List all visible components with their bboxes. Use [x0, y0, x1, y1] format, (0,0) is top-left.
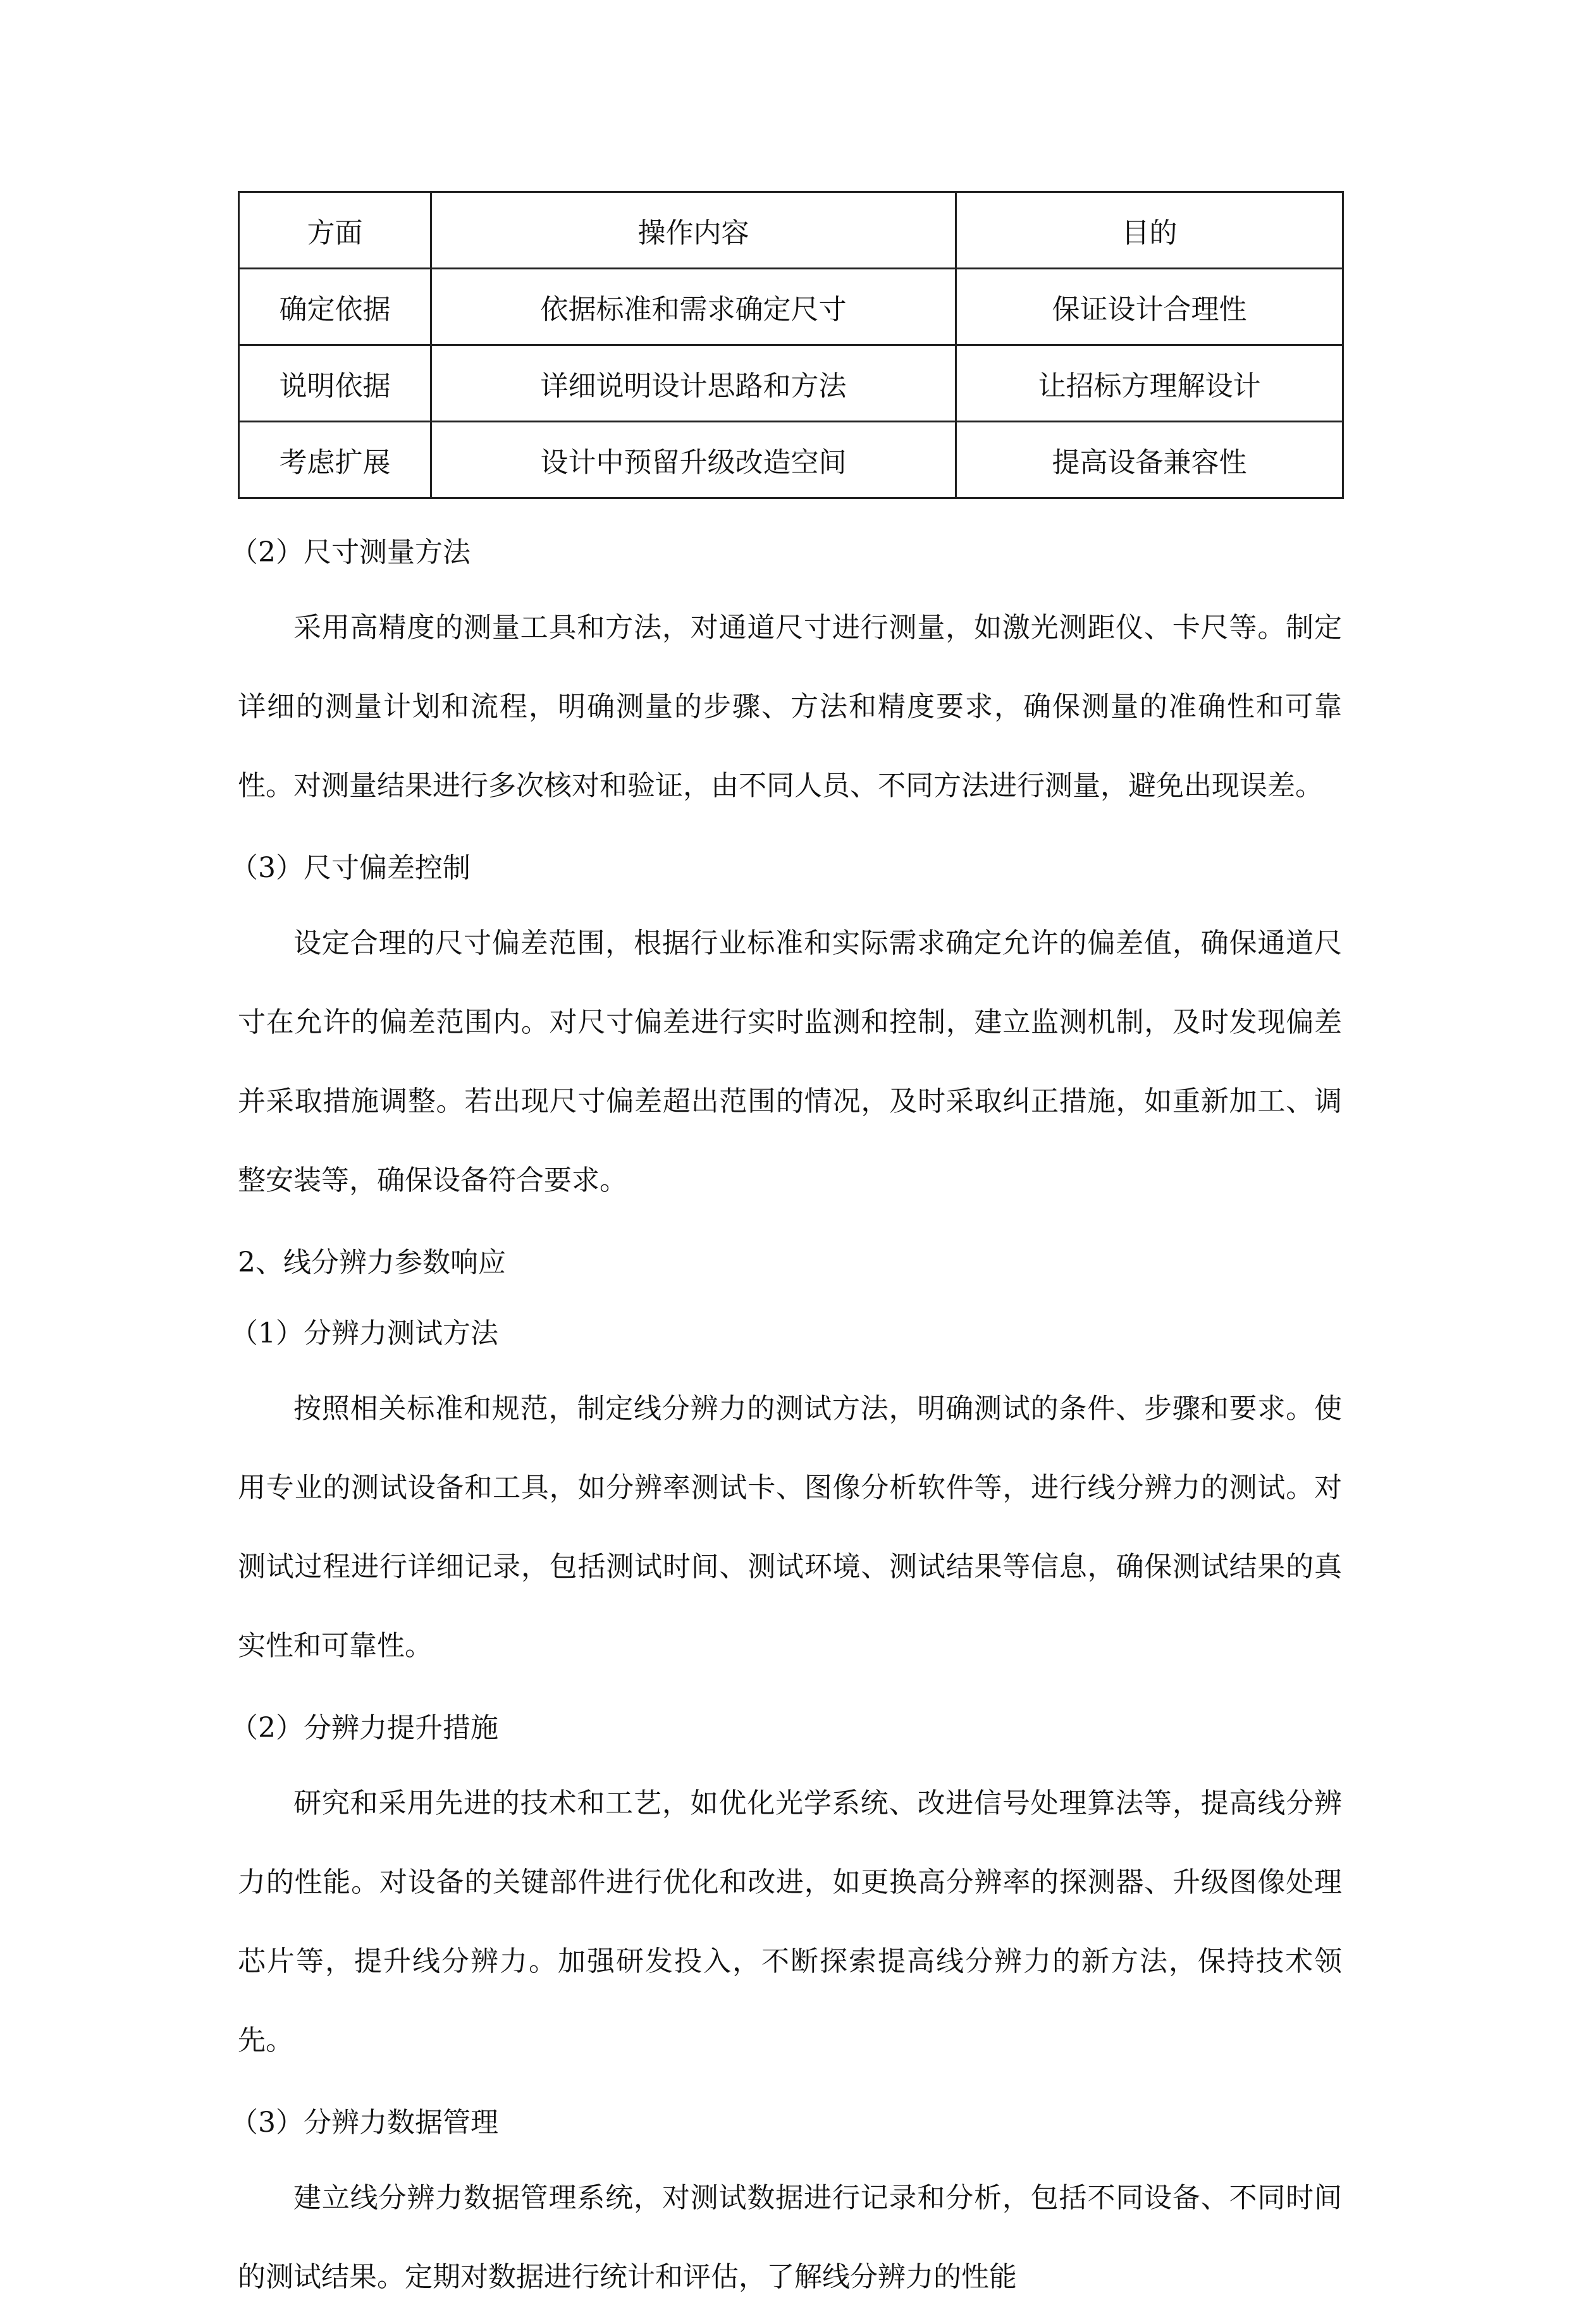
subheading-size-deviation: （3）尺寸偏差控制 — [230, 852, 471, 884]
table-cell: 让招标方理解设计 — [956, 345, 1343, 422]
table-cell: 提高设备兼容性 — [956, 422, 1343, 498]
table-header-cell: 操作内容 — [431, 192, 956, 269]
table-header-cell: 目的 — [956, 192, 1343, 269]
table-cell: 确定依据 — [239, 269, 431, 345]
section-heading-resolution: 2、线分辨力参数响应 — [238, 1246, 506, 1279]
table-row — [239, 422, 1343, 498]
paragraph-size-measurement: 采用高精度的测量工具和方法，对通道尺寸进行测量，如激光测距仪、卡尺等。制定详细的测量计划和流程，明确测量的步骤、方法和精度要求，确保测量的准确性和可靠性。对测量结果进行多次核对和验证，由不同人员、不同方法进行测量，避免出现误差。 — [238, 612, 1342, 802]
subheading-size-measurement: （2）尺寸测量方法 — [230, 536, 471, 569]
table-row — [239, 345, 1343, 422]
paragraph-resolution-data: 建立线分辨力数据管理系统，对测试数据进行记录和分析，包括不同设备、不同时间的测试结果。定期对数据进行统计和评估，了解线分辨力的性能 — [238, 2182, 1342, 2293]
table-row — [239, 269, 1343, 345]
table-cell: 说明依据 — [239, 345, 431, 422]
subheading-resolution-improve: （2）分辨力提升措施 — [230, 1712, 498, 1744]
paragraph-size-deviation: 设定合理的尺寸偏差范围，根据行业标准和实际需求确定允许的偏差值，确保通道尺寸在允许的偏差范围内。对尺寸偏差进行实时监测和控制，建立监测机制，及时发现偏差并采取措施调整。若出现尺寸偏差超出范围的情况，及时采取纠正措施，如重新加工、调整安装等，确保设备符合要求。 — [238, 927, 1342, 1196]
subheading-resolution-test: （1）分辨力测试方法 — [230, 1317, 498, 1350]
subheading-resolution-data: （3）分辨力数据管理 — [230, 2106, 498, 2139]
table-cell: 依据标准和需求确定尺寸 — [431, 269, 956, 345]
design-basis-table — [238, 191, 1344, 499]
table-cell: 考虑扩展 — [239, 422, 431, 498]
table-header-row — [239, 192, 1343, 269]
table-cell: 设计中预留升级改造空间 — [431, 422, 956, 498]
table-cell: 详细说明设计思路和方法 — [431, 345, 956, 422]
table-header-cell: 方面 — [239, 192, 431, 269]
paragraph-resolution-test: 按照相关标准和规范，制定线分辨力的测试方法，明确测试的条件、步骤和要求。使用专业的测试设备和工具，如分辨率测试卡、图像分析软件等，进行线分辨力的测试。对测试过程进行详细记录，包括测试时间、测试环境、测试结果等信息，确保测试结果的真实性和可靠性。 — [238, 1393, 1342, 1662]
document-body — [230, 517, 1342, 2324]
paragraph-resolution-improve: 研究和采用先进的技术和工艺，如优化光学系统、改进信号处理算法等，提高线分辨力的性能。对设备的关键部件进行优化和改进，如更换高分辨率的探测器、升级图像处理芯片等，提升线分辨力。加强研发投入，不断探索提高线分辨力的新方法，保持技术领先。 — [238, 1787, 1342, 2057]
table-cell: 保证设计合理性 — [956, 269, 1343, 345]
